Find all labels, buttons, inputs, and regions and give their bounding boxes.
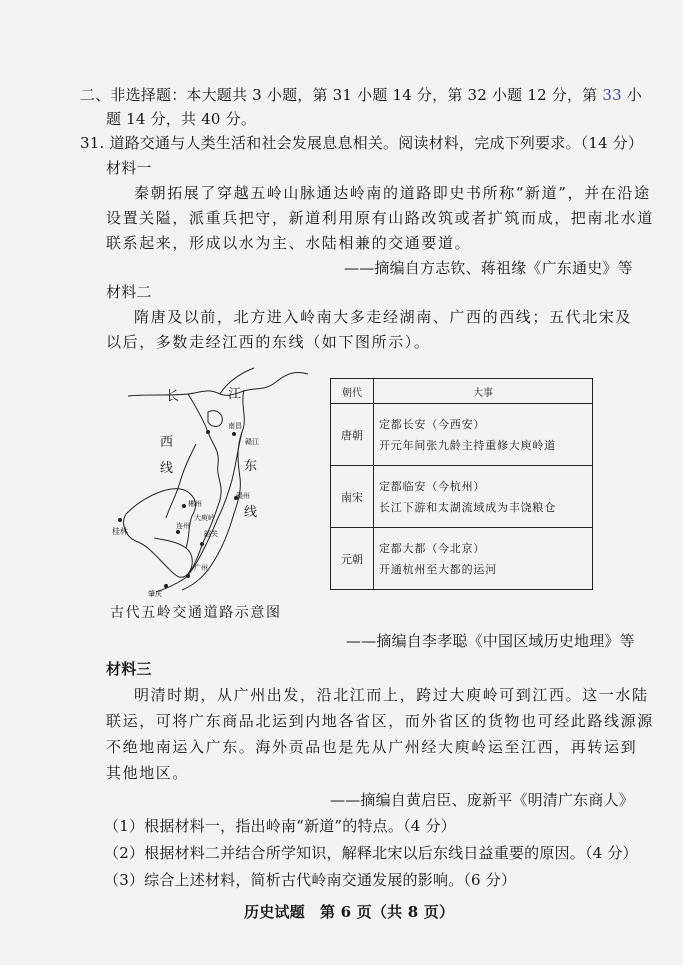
west-region-line <box>166 489 195 548</box>
city-dot <box>200 542 204 546</box>
table-header-dynasty: 朝代 <box>331 379 374 404</box>
lake-outline <box>208 411 222 427</box>
table-event: 开通杭州至大都的运河 <box>379 562 497 576</box>
task-3: （3）综合上述材料，简析古代岭南交通发展的影响。（6 分） <box>104 871 517 889</box>
map-label-west: 线 <box>160 461 174 476</box>
table-row <box>331 404 593 466</box>
city-dot <box>232 432 236 436</box>
material1-line: 联系起来，形成以水为主、水陆相兼的交通要道。 <box>106 234 472 252</box>
material3-line: 其他地区。 <box>106 764 190 782</box>
task-1: （1）根据材料一，指出岭南“新道”的特点。（4 分） <box>104 817 456 835</box>
material1-line: 设置关隘，派重兵把守，新道利用原有山路改筑或者扩筑而成，把南北水道 <box>106 209 654 227</box>
table-cell-dynasty: 唐朝 <box>331 404 374 466</box>
map-label-changjiang: 江 <box>228 387 242 402</box>
material1-line: 秦朝拓展了穿越五岭山脉通达岭南的道路即史书所称“新道”，并在沿途 <box>134 184 651 202</box>
section-heading-text: 二、非选择题：本大题共 3 小题，第 31 小题 14 分，第 32 小题 12 分，第 <box>80 86 603 104</box>
material1-label: 材料一 <box>106 159 152 177</box>
material2-line: 以后，多数走经江西的东线（如下图所示）。 <box>106 333 431 351</box>
map-label-ganzhou: 赣州 <box>236 492 250 500</box>
table-event: 长江下游和太湖流域成为丰饶粮仓 <box>379 500 556 514</box>
map-label-changjiang: 长 <box>166 389 180 404</box>
question-stem: 道路交通与人类生活和社会发展息息相关。阅读材料，完成下列要求。（14 分） <box>109 134 644 152</box>
material3-line: 明清时期，从广州出发，沿北江而上，跨过大庾岭可到江西。这一水陆 <box>134 686 649 704</box>
table-cell-events <box>374 528 593 590</box>
city-dot <box>164 584 168 588</box>
material3-label: 材料三 <box>106 660 152 678</box>
table-cell-dynasty: 元朝 <box>331 528 374 590</box>
section-heading <box>80 85 642 105</box>
map-label-guangzhou: 广州 <box>194 564 208 572</box>
table-cell-events <box>374 466 593 528</box>
table-row <box>331 466 593 528</box>
map-label-east: 东 <box>244 459 258 474</box>
table-event: 定都临安（今杭州） <box>379 479 486 493</box>
material3-source: ——摘编自黄启臣、庞新平《明清广东商人》 <box>330 791 635 809</box>
five-ridges-route-map <box>108 360 330 598</box>
map-label-dayuling: 大庾岭 <box>194 514 215 522</box>
table-cell-events <box>374 404 593 466</box>
west-region-line <box>154 538 192 574</box>
map-label-nanchang: 南昌 <box>228 422 242 430</box>
material3-line: 联运，可将广东商品北运到内地各省区，而外省区的货物也可经此路线源源 <box>106 712 654 730</box>
city-dot <box>176 530 180 534</box>
section-heading-number: 33 <box>602 86 622 104</box>
section-heading-tail: 小 <box>621 86 643 104</box>
yangtze-river-line <box>128 372 308 396</box>
question-31 <box>80 133 643 153</box>
dynasty-events-table <box>330 378 593 590</box>
map-label-zhaoqing: 肇庆 <box>148 590 162 598</box>
material2-label: 材料二 <box>106 283 152 301</box>
map-label-east: 线 <box>244 505 258 520</box>
page-footer: 历史试题 第 6 页（共 8 页） <box>244 903 455 921</box>
city-dot <box>118 518 122 522</box>
city-dot <box>206 430 210 434</box>
task-2: （2）根据材料二并结合所学知识，解释北宋以后东线日益重要的原因。（4 分） <box>104 844 638 862</box>
map-label-west: 西 <box>160 435 174 450</box>
table-event: 定都大都（今北京） <box>379 541 486 555</box>
city-dot <box>182 504 186 508</box>
region-boundary-line <box>182 390 244 590</box>
map-label-lianzhou: 连州 <box>176 522 190 530</box>
table-row <box>331 528 593 590</box>
material1-source: ——摘编自方志钦、蒋祖缘《广东通史》等 <box>344 259 633 277</box>
table-header-row <box>331 379 593 404</box>
map-label-shaoguan: 韶关 <box>204 530 218 538</box>
map-caption: 古代五岭交通道路示意图 <box>110 605 282 621</box>
table-header-events: 大事 <box>374 379 593 404</box>
question-number: 31. <box>80 134 105 152</box>
city-dot <box>186 574 190 578</box>
material2-source: ——摘编自李孝聪《中国区域历史地理》等 <box>346 632 635 650</box>
region-boundary-line <box>188 394 221 572</box>
table-event: 开元年间张九龄主持重修大庾岭道 <box>379 438 556 452</box>
table-event: 定都长安（今西安） <box>379 417 486 431</box>
section-heading-cont: 题 14 分，共 40 分。 <box>106 110 257 128</box>
map-label-ganjiang: 赣江 <box>245 438 259 446</box>
map-label-chenzhou: 郴州 <box>188 500 202 508</box>
material2-line: 隋唐及以前，北方进入岭南大多走经湖南、广西的西线；五代北宋及 <box>134 308 633 326</box>
table-cell-dynasty: 南宋 <box>331 466 374 528</box>
map-label-guilin: 桂林 <box>112 527 128 536</box>
material3-line: 不绝地南运入广东。海外贡品也是先从广州经大庾岭运至江西，再转运到 <box>106 738 638 756</box>
